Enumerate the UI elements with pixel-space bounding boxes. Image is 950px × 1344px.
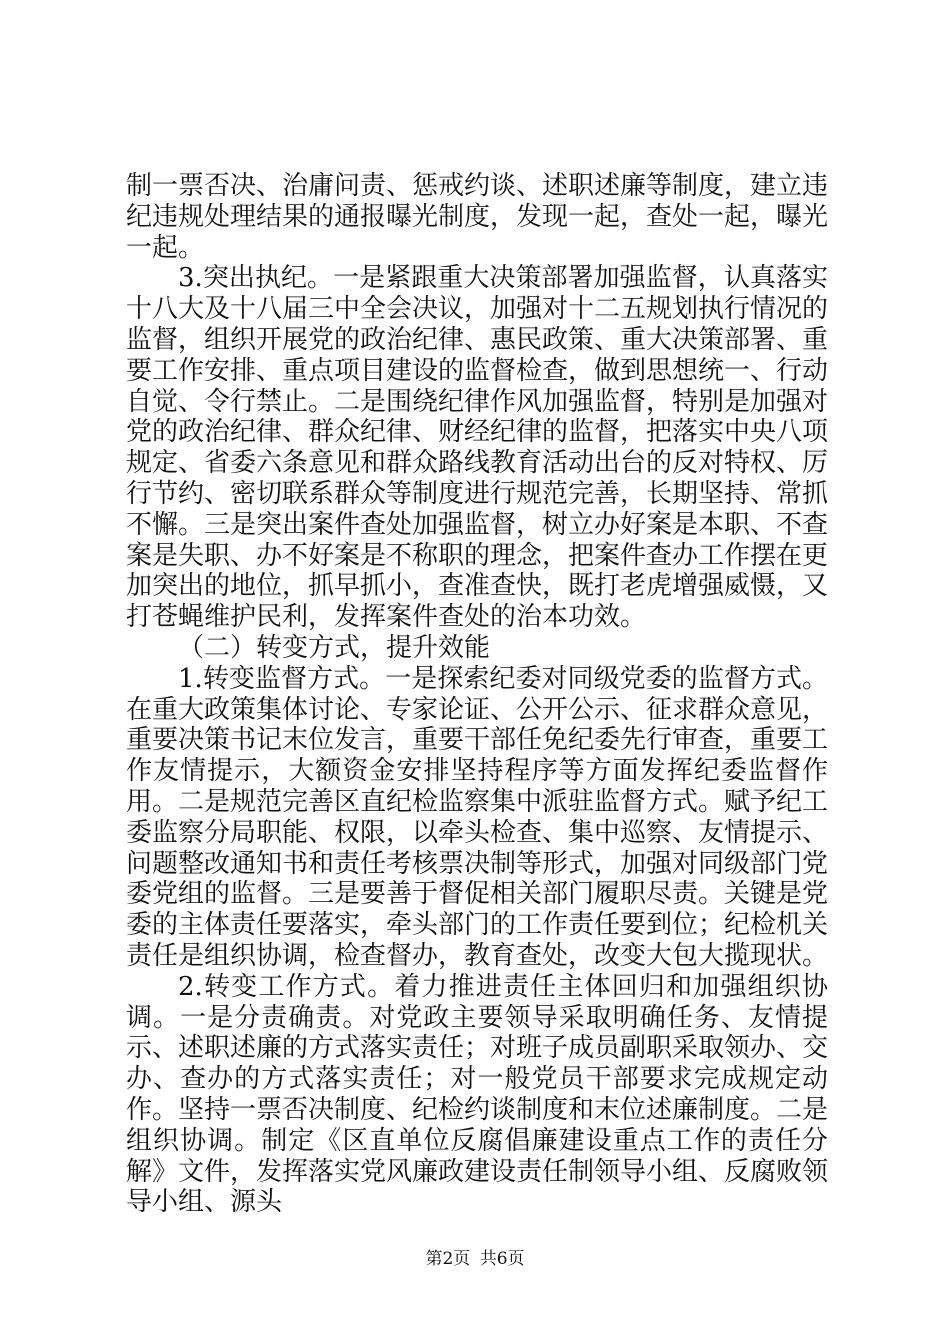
paragraph-1: 制一票否决、治庸问责、惩戒约谈、述职述廉等制度，建立违纪违规处理结果的通报曝光制度，发现一起，查处一起，曝光一起。 [126, 171, 829, 263]
paragraph-3: 1.转变监督方式。一是探索纪委对同级党委的监督方式。在重大政策集体讨论、专家论证、公开公示、征求群众意见，重要决策书记末位发言，重要干部任免纪委先行审查，重要工作友情提示，大额资金安排坚持程序等方面发挥纪委监督作用。二是规范完善区直纪检监察集中派驻监督方式。赋予纪工委监察分局职能、权限，以牵头检查、集中巡察、友情提示、问题整改通知书和责任考核票决制等形式，加强对同级部门党委党组的监督。三是要善于督促相关部门履职尽责。关键是党委的主体责任要落实，牵头部门的工作责任要到位；纪检机关责任是组织协调，检查督办，教育查处，改变大包大揽现状。 [126, 663, 829, 971]
page-number-footer: 第2页 共6页 [425, 1249, 525, 1269]
paragraph-2: 3.突出执纪。一是紧跟重大决策部署加强监督，认真落实十八大及十八届三中全会决议，加强对十二五规划执行情况的监督，组织开展党的政治纪律、惠民政策、重大决策部署、重要工作安排、重点项目建设的监督检查，做到思想统一、行动自觉、令行禁止。二是围绕纪律作风加强监督，特别是加强对党的政治纪律、群众纪律、财经纪律的监督，把落实中央八项规定、省委六条意见和群众路线教育活动出台的反对特权、厉行节约、密切联系群众等制度进行规范完善，长期坚持、常抓不懈。三是突出案件查处加强监督，树立办好案是本职、不查案是失职、办不好案是不称职的理念，把案件查办工作摆在更加突出的地位，抓早抓小，查准查快，既打老虎增强威慑，又打苍蝇维护民利，发挥案件查处的治本功效。 [126, 263, 829, 633]
section-heading: （二）转变方式，提升效能 [178, 632, 491, 663]
paragraph-4: 2.转变工作方式。着力推进责任主体回归和加强组织协调。一是分责确责。对党政主要领导采取明确任务、友情提示、述职述廉的方式落实责任；对班子成员副职采取领办、交办、查办的方式落实责任；对一般党员干部要求完成规定动作。坚持一票否决制度、纪检约谈制度和末位述廉制度。二是组织协调。制定《区直单位反腐倡廉建设重点工作的责任分解》文件，发挥落实党风廉政建设责任制领导小组、反腐败领导小组、源头 [126, 971, 829, 1218]
document-body [126, 171, 828, 1218]
